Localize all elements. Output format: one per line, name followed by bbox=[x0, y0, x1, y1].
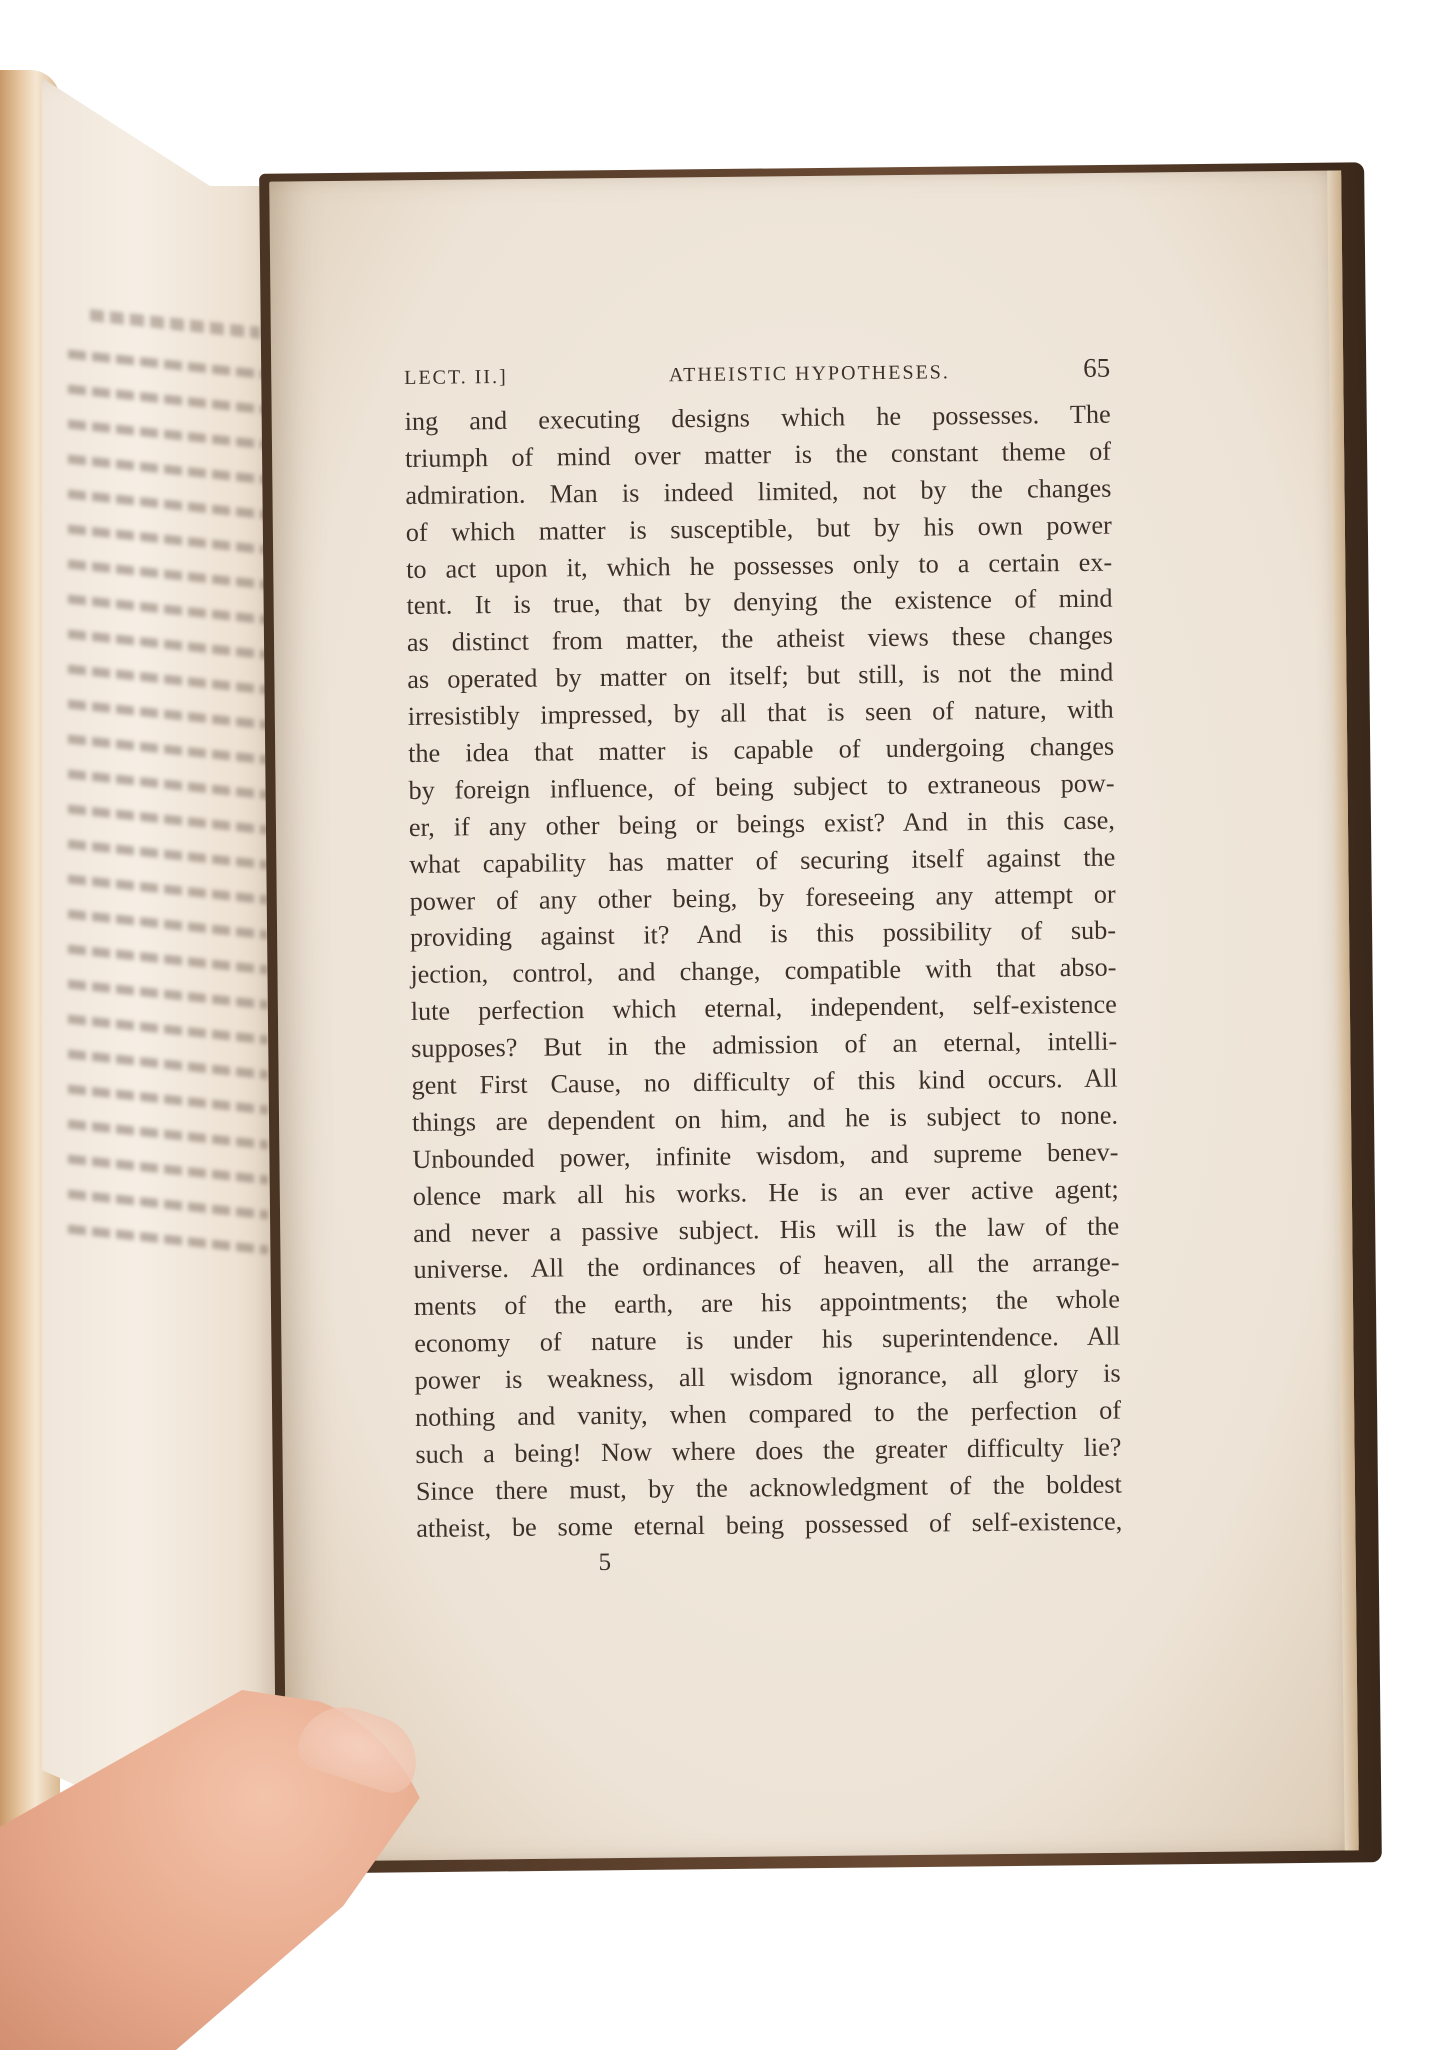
text-line: of which matter is susceptible, but by his own power bbox=[405, 510, 1112, 547]
text-line: what capability has matter of securing itself against the bbox=[409, 842, 1116, 879]
text-line: providing against it? And is this possibility of sub- bbox=[409, 916, 1117, 953]
chapter-title: ATHEISTIC HYPOTHESES. bbox=[668, 361, 950, 387]
text-line: and never a passive subject. His will is the law of the bbox=[412, 1211, 1120, 1248]
text-line: power is weakness, all wisdom ignorance, all glory is bbox=[414, 1358, 1121, 1396]
text-line: nothing and vanity, when compared to the perfection of bbox=[414, 1395, 1122, 1432]
signature-mark: 5 bbox=[598, 1548, 612, 1576]
text-line: power of any other being, by foreseeing any attempt or bbox=[409, 879, 1116, 916]
running-head bbox=[404, 353, 1110, 404]
left-page-text-blurred bbox=[68, 360, 268, 1270]
text-line: admiration. Man is indeed limited, not by the changes bbox=[405, 473, 1112, 510]
text-line: irresistibly impressed, by all that is seen of nature, with bbox=[407, 694, 1114, 732]
text-line: the idea that matter is capable of undergoing changes bbox=[407, 731, 1115, 768]
text-line: to act upon it, which he possesses only to a certain ex- bbox=[406, 547, 1113, 584]
text-line: universe. All the ordinances of heaven, all the arrange- bbox=[413, 1248, 1120, 1285]
text-line: Since there must, by the acknowledgment of the boldest bbox=[415, 1469, 1122, 1506]
text-line: by foreign influence, of being subject to extraneous pow- bbox=[408, 768, 1115, 805]
page-number: 65 bbox=[1082, 352, 1111, 383]
text-line: jection, control, and change, compatible with that abso- bbox=[410, 952, 1117, 990]
text-line: triumph of mind over matter is the constant theme of bbox=[404, 436, 1112, 473]
text-line: gent First Cause, no difficulty of this kind occurs. All bbox=[411, 1063, 1118, 1100]
text-line: ments of the earth, are his appointments; the whole bbox=[413, 1284, 1121, 1322]
text-line: as operated by matter on itself; but still, is not the mind bbox=[407, 657, 1114, 695]
lecture-label: LECT. II.] bbox=[404, 365, 508, 389]
text-line: as distinct from matter, the atheist views these changes bbox=[406, 620, 1114, 658]
body-text bbox=[404, 397, 1122, 1548]
text-line: lute perfection which eternal, independent, self-existence bbox=[410, 989, 1117, 1027]
text-line: atheist, be some eternal being possessed of self-existence, bbox=[416, 1506, 1123, 1543]
text-line: things are dependent on him, and he is subject to none. bbox=[411, 1100, 1119, 1137]
text-line: olence mark all his works. He is an ever active agent; bbox=[412, 1174, 1119, 1211]
printed-text bbox=[404, 353, 1123, 1580]
text-line: tent. It is true, that by denying the existence of mind bbox=[406, 584, 1113, 621]
text-line: such a being! Now where does the greater difficulty lie? bbox=[415, 1432, 1122, 1469]
text-line: ing and executing designs which he possesses. The bbox=[404, 399, 1111, 436]
text-line: economy of nature is under his superintendence. All bbox=[414, 1321, 1121, 1359]
text-line: er, if any other being or beings exist? And in this case, bbox=[408, 805, 1116, 842]
text-line: Unbounded power, infinite wisdom, and supreme benev- bbox=[412, 1137, 1119, 1174]
text-line: supposes? But in the admission of an eternal, intelli- bbox=[411, 1026, 1118, 1064]
